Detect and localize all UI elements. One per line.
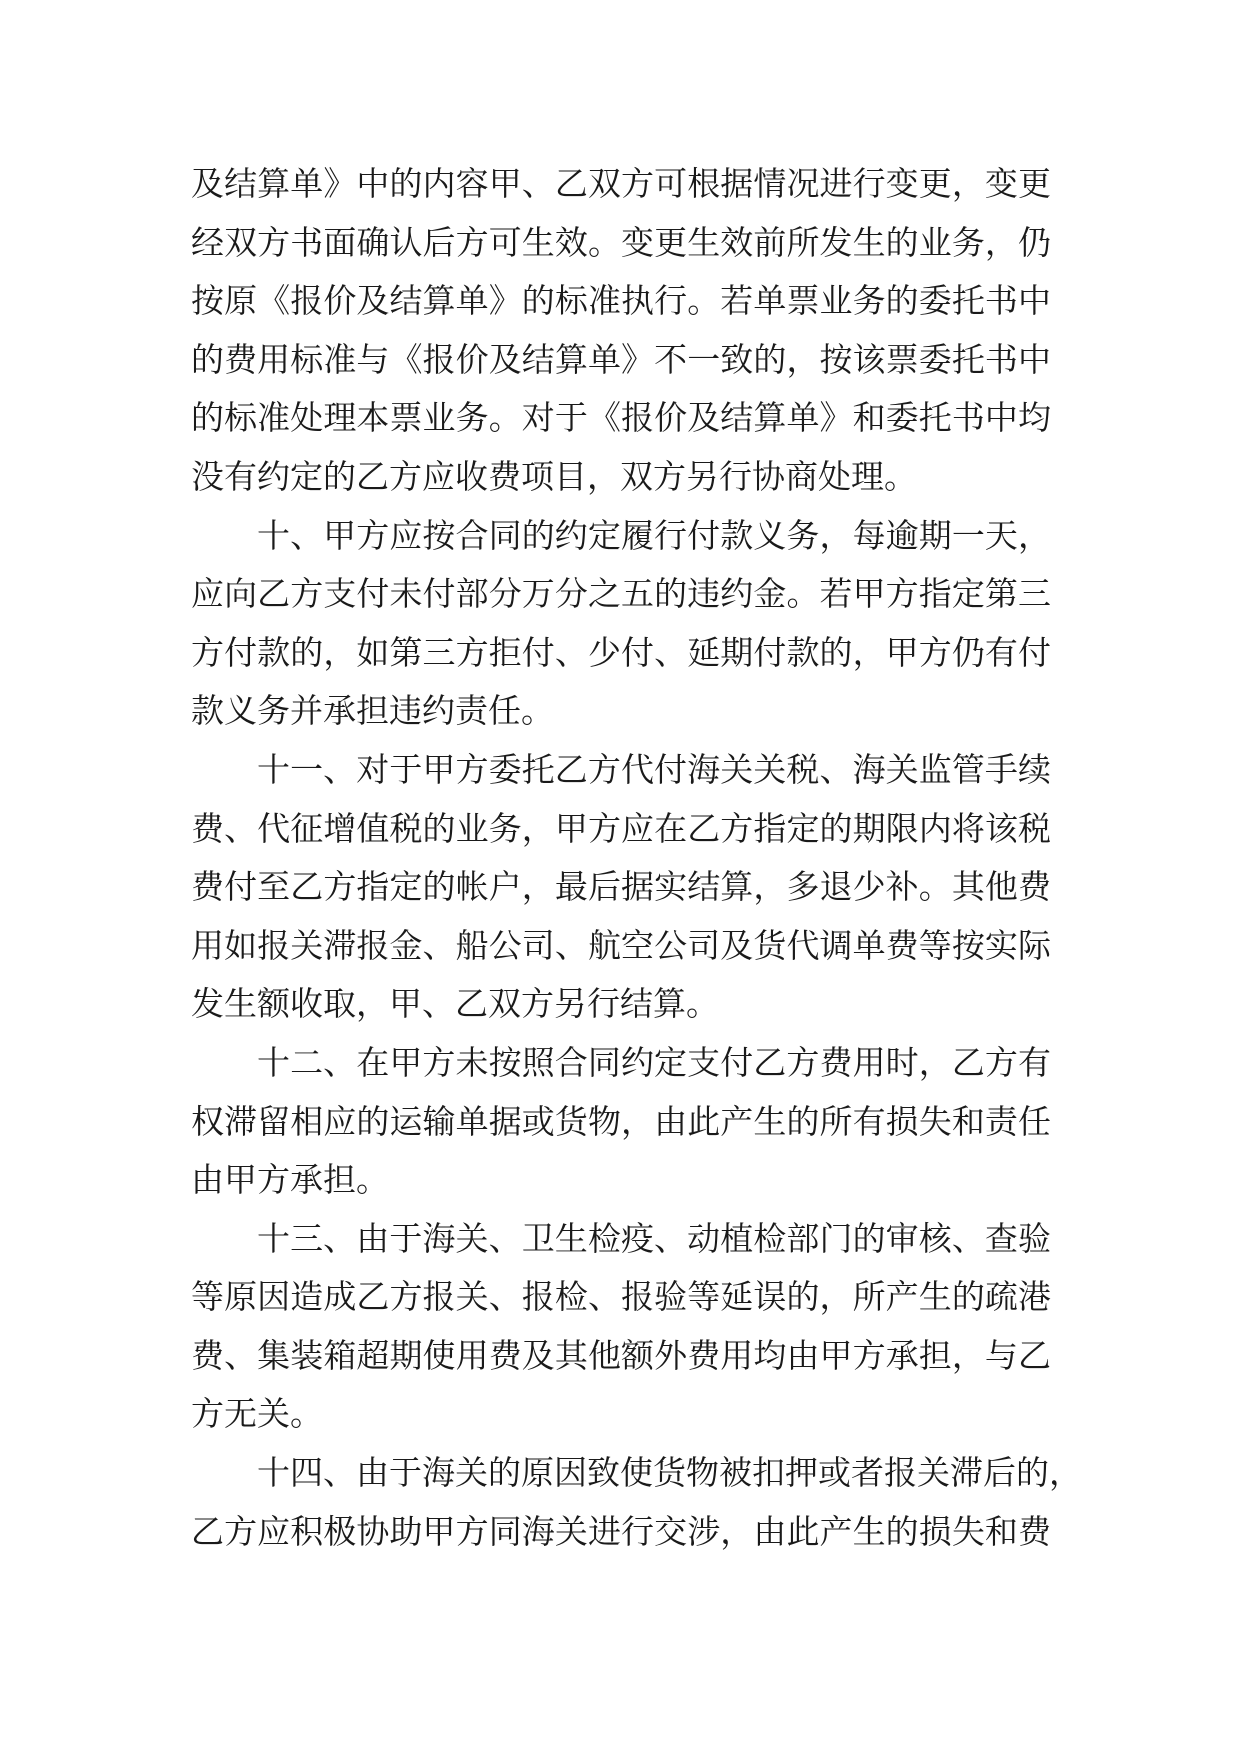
text-line: 等原因造成乙方报关、报检、报验等延误的，所产生的疏港 — [191, 1277, 1051, 1317]
text-line: 应向乙方支付未付部分万分之五的违约金。若甲方指定第三 — [191, 574, 1051, 614]
text-line: 十四、由于海关的原因致使货物被扣押或者报关滞后的， — [257, 1453, 1082, 1493]
text-line: 十三、由于海关、卫生检疫、动植检部门的审核、查验 — [257, 1218, 1051, 1258]
text-line: 费、集装箱超期使用费及其他额外费用均由甲方承担，与乙 — [191, 1335, 1051, 1375]
text-line: 没有约定的乙方应收费项目，双方另行协商处理。 — [191, 456, 917, 496]
text-line: 方无关。 — [191, 1394, 323, 1434]
text-line: 的费用标准与《报价及结算单》不一致的，按该票委托书中 — [191, 339, 1051, 379]
text-line: 发生额收取，甲、乙双方另行结算。 — [191, 984, 719, 1024]
text-line: 费付至乙方指定的帐户，最后据实结算，多退少补。其他费 — [191, 867, 1051, 907]
text-line: 十二、在甲方未按照合同约定支付乙方费用时，乙方有 — [257, 1042, 1051, 1082]
text-line: 费、代征增值税的业务，甲方应在乙方指定的期限内将该税 — [191, 808, 1051, 848]
document-body — [191, 155, 1082, 1561]
text-line: 用如报关滞报金、船公司、航空公司及货代调单费等按实际 — [191, 925, 1051, 965]
text-line: 经双方书面确认后方可生效。变更生效前所发生的业务，仍 — [191, 222, 1051, 262]
text-line: 乙方应积极协助甲方同海关进行交涉，由此产生的损失和费 — [191, 1511, 1051, 1551]
text-line: 款义务并承担违约责任。 — [191, 691, 554, 731]
text-line: 按原《报价及结算单》的标准执行。若单票业务的委托书中 — [191, 281, 1051, 321]
text-line: 十一、对于甲方委托乙方代付海关关税、海关监管手续 — [257, 749, 1051, 789]
text-line: 权滞留相应的运输单据或货物，由此产生的所有损失和责任 — [191, 1101, 1051, 1141]
text-line: 及结算单》中的内容甲、乙双方可根据情况进行变更，变更 — [191, 164, 1051, 203]
text-line: 十、甲方应按合同的约定履行付款义务，每逾期一天， — [257, 515, 1051, 555]
text-line: 由甲方承担。 — [191, 1160, 389, 1200]
text-line: 的标准处理本票业务。对于《报价及结算单》和委托书中均 — [191, 398, 1051, 438]
text-line: 方付款的，如第三方拒付、少付、延期付款的，甲方仍有付 — [191, 632, 1051, 672]
